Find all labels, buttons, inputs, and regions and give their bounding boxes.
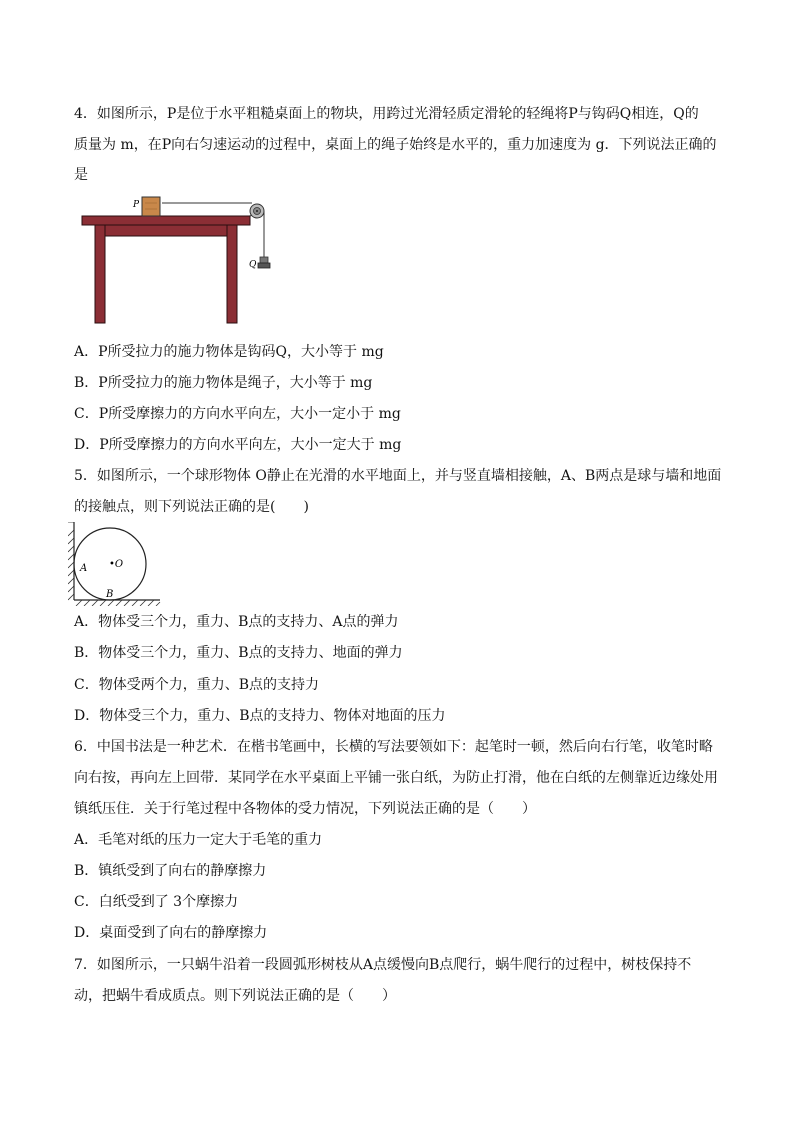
q7-stem-line-1: 7．如图所示，一只蜗牛沿着一段圆弧形树枝从A点缓慢向B点爬行，蜗牛爬行的过程中，树枝保持不 [74,957,692,973]
q5-stem-line-1: 5．如图所示，一个球形物体 O静止在光滑的水平地面上，并与竖直墙相接触，A、B两点是球与墙和地面 [74,468,722,484]
q5-option-c: C．物体受两个力，重力、B点的支持力 [74,677,319,693]
q4-label-q: Q [249,260,257,270]
q4-label-p: P [133,200,140,210]
q5-stem-line-2: 的接触点，则下列说法正确的是( ) [74,499,309,515]
q5-sphere-wall-figure [68,522,164,606]
q5-option-b: B．物体受三个力，重力、B点的支持力、地面的弹力 [74,645,403,661]
q5-label-b: B [106,589,114,600]
q4-stem-line-2: 质量为 m，在P向右匀速运动的过程中，桌面上的绳子始终是水平的，重力加速度为 g．下列说法正确的 [74,137,717,153]
q4-option-c: C．P所受摩擦力的方向水平向左，大小一定小于 mg [74,406,401,422]
q6-stem-line-2: 向右按，再向左上回带．某同学在水平桌面上平铺一张白纸，为防止打滑，他在白纸的左侧靠近边缘处用 [74,770,718,786]
q6-option-a: A．毛笔对纸的压力一定大于毛笔的重力 [74,832,323,848]
q5-label-a: A [80,563,88,574]
q5-option-a: A．物体受三个力，重力、B点的支持力、A点的弹力 [74,614,399,630]
q5-label-o: •O [109,559,124,570]
q6-option-d: D．桌面受到了向右的静摩擦力 [74,925,268,941]
q6-stem-line-3: 镇纸压住．关于行笔过程中各物体的受力情况，下列说法正确的是（ ） [74,801,536,817]
q5-option-d: D．物体受三个力，重力、B点的支持力、物体对地面的压力 [74,708,446,724]
q6-option-b: B．镇纸受到了向右的静摩擦力 [74,863,267,879]
q6-option-c: C．白纸受到了 3个摩擦力 [74,894,239,910]
q7-stem-line-2: 动，把蜗牛看成质点。则下列说法正确的是（ ） [74,988,396,1004]
q4-table-pulley-figure [80,194,280,326]
q4-stem-line-1: 4．如图所示，P是位于水平粗糙桌面上的物块，用跨过光滑轻质定滑轮的轻绳将P与钩码Q相连，Q的 [74,106,699,122]
q4-option-d: D．P所受摩擦力的方向水平向左，大小一定大于 mg [74,437,402,453]
q4-option-a: A．P所受拉力的施力物体是钩码Q，大小等于 mg [74,344,384,360]
q4-stem-line-3: 是 [74,167,88,183]
q4-option-b: B．P所受拉力的施力物体是绳子，大小等于 mg [74,375,373,391]
q6-stem-line-1: 6．中国书法是一种艺术．在楷书笔画中，长横的写法要领如下：起笔时一顿，然后向右行笔，收笔时略 [74,739,713,755]
